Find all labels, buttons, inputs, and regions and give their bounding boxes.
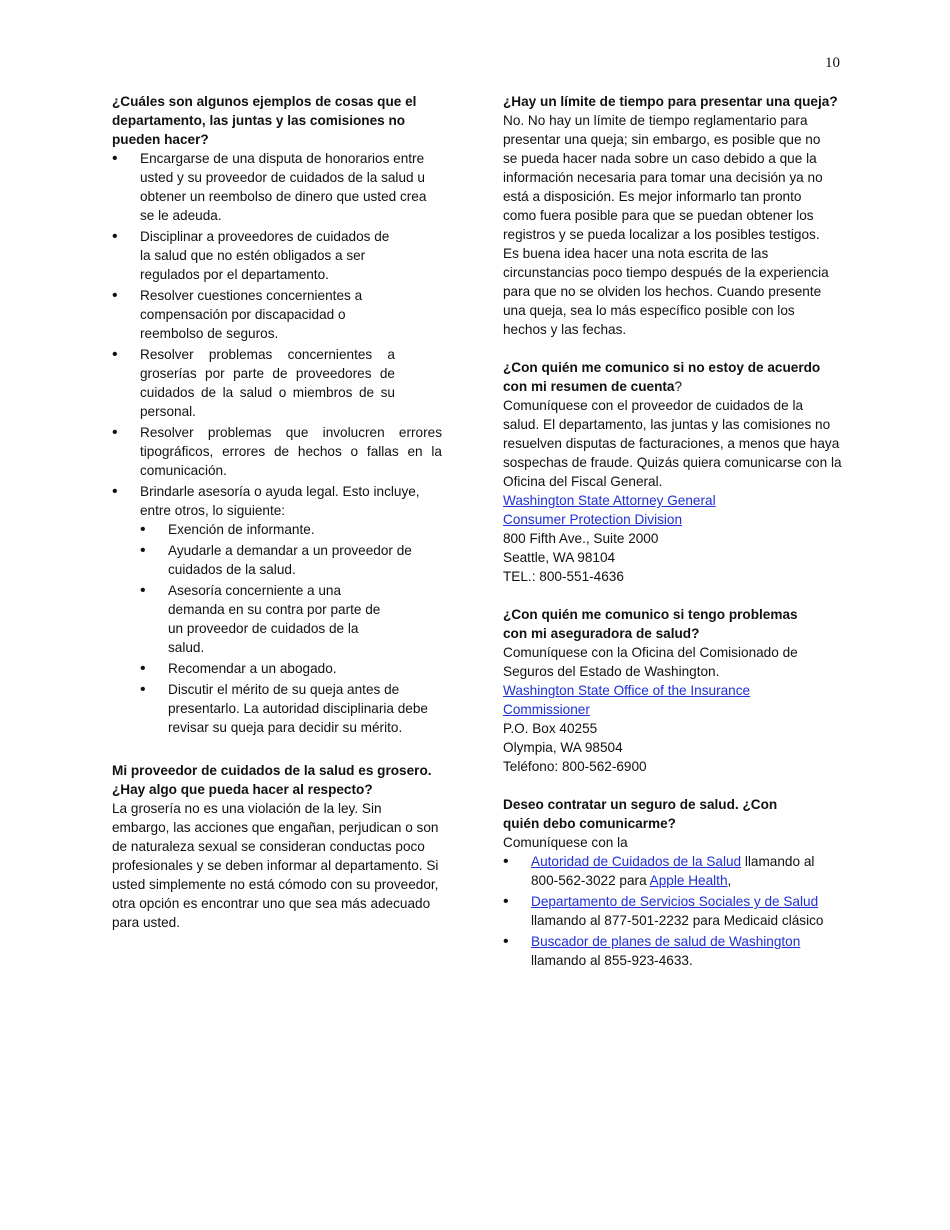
- phone-line: Teléfono: 800-562-6900: [503, 759, 647, 774]
- section-heading: Mi proveedor de cuidados de la salud es grosero. ¿Hay algo que pueda hacer al respecto?: [112, 763, 432, 797]
- list-item: • Resolver problemas concernientes a groserías por parte de proveedores de cuidados de la salud o miembros de su personal.: [112, 345, 442, 421]
- section-heading: ¿Hay un límite de tiempo para presentar una queja?: [503, 94, 838, 109]
- address-line: Olympia, WA 98504: [503, 740, 623, 755]
- section-account-summary: [503, 358, 843, 586]
- address-line: Seattle, WA 98104: [503, 550, 616, 565]
- list-item: • Brindarle asesoría o ayuda legal. Esto incluye, entre otros, lo siguiente: • Exención de informante. • Ayudarle a demandar a un proveedor de cuidados de la salud. • Asesoría concerniente a una demanda en su contra por parte de un proveedor de cuidados de la salud. • Recomendar a un abogado. • Discutir el mérito de su queja antes de presentarlo. La autoridad disciplinaria debe revisar su queja para decidir su mérito.: [112, 482, 442, 737]
- page-number: 10: [825, 55, 840, 71]
- section-body: No. No hay un límite de tiempo reglamentario para presentar una queja; sin embargo, es posible que no se pueda hacer nada sobre un caso debido a que la información necesaria para tomar una decisión ya no está a disposición. Es mejor informarlo tan pronto como fuera posible para que se puedan obtener los registros y se pueda localizar a los posibles testigos. Es buena idea hacer una nota escrita de las circunstancias poco tiempo después de la experiencia para que no se olviden los hechos. Cuando presente una queja, sea lo más específico posible con los hechos y las fechas.: [503, 113, 829, 337]
- list-item: • Disciplinar a proveedores de cuidados de la salud que no estén obligados a ser regulados por el departamento.: [112, 227, 442, 284]
- section-rude-provider: [112, 761, 442, 932]
- address-line: 800 Fifth Ave., Suite 2000: [503, 531, 659, 546]
- section-heading: ¿Con quién me comunico si tengo problemas con mi aseguradora de salud?: [503, 607, 798, 641]
- sub-list-item: • Discutir el mérito de su queja antes de presentarlo. La autoridad disciplinaria debe revisar su queja para decidir su mérito.: [140, 680, 442, 737]
- section-body: Comuníquese con la Oficina del Comisionado de Seguros del Estado de Washington.: [503, 645, 798, 679]
- list-item: • Autoridad de Cuidados de la Salud llamando al 800-562-3022 para Apple Health,: [503, 852, 843, 890]
- section-heading: ¿Cuáles son algunos ejemplos de cosas que el departamento, las juntas y las comisiones no pueden hacer?: [112, 94, 417, 147]
- left-column: [112, 92, 442, 951]
- list-item: • Resolver cuestiones concernientes a compensación por discapacidad o reembolso de seguros.: [112, 286, 442, 343]
- contact-list: [503, 852, 843, 970]
- dshs-link[interactable]: Departamento de Servicios Sociales y de Salud: [531, 894, 819, 909]
- section-body: La grosería no es una violación de la ley. Sin embargo, las acciones que engañan, perjudican o son de naturaleza sexual se consideran conductas poco profesionales y se deben informar al departamento. Si usted simplemente no está cómodo con su proveedor, otra opción es encontrar uno que sea más adecuado para usted.: [112, 801, 439, 930]
- sub-list-item: • Asesoría concerniente a una demanda en su contra por parte de un proveedor de cuidados de la salud.: [140, 581, 442, 657]
- section-intro: Comuníquese con la: [503, 835, 628, 850]
- list-item: • Resolver problemas que involucren errores tipográficos, errores de hechos o fallas en la comunicación.: [112, 423, 442, 480]
- insurance-commissioner-link[interactable]: Washington State Office of the Insurance Commissioner: [503, 683, 751, 717]
- right-column: [503, 92, 843, 989]
- list-item: • Encargarse de una disputa de honorarios entre usted y su proveedor de cuidados de la salud u obtener un reembolso de dinero que usted crea se le adeuda.: [112, 149, 442, 225]
- section-buy-insurance: [503, 795, 843, 970]
- section-heading: ¿Con quién me comunico si no estoy de acuerdo con mi resumen de cuenta?: [503, 360, 821, 394]
- legal-sub-list: [140, 520, 442, 737]
- section-cannot-do: [112, 92, 442, 737]
- consumer-protection-link[interactable]: Consumer Protection Division: [503, 512, 683, 527]
- section-time-limit: [503, 92, 843, 339]
- plan-finder-link[interactable]: Buscador de planes de salud de Washington: [531, 934, 801, 949]
- health-care-authority-link[interactable]: Autoridad de Cuidados de la Salud: [531, 854, 742, 869]
- section-heading: Deseo contratar un seguro de salud. ¿Con quién debo comunicarme?: [503, 797, 778, 831]
- list-item: • Buscador de planes de salud de Washington llamando al 855-923-4633.: [503, 932, 843, 970]
- section-body: Comuníquese con el proveedor de cuidados de la salud. El departamento, las juntas y las comisiones no resuelven disputas de facturaciones, a menos que haya sospechas de fraude. Quizás quiera comunicarse con la Oficina del Fiscal General.: [503, 398, 842, 489]
- cannot-do-list: [112, 149, 442, 737]
- attorney-general-link[interactable]: Washington State Attorney General: [503, 493, 716, 508]
- phone-line: TEL.: 800-551-4636: [503, 569, 624, 584]
- list-item: • Departamento de Servicios Sociales y de Salud llamando al 877-501-2232 para Medicaid clásico: [503, 892, 843, 930]
- sub-list-item: • Ayudarle a demandar a un proveedor de cuidados de la salud.: [140, 541, 442, 579]
- address-line: P.O. Box 40255: [503, 721, 598, 736]
- sub-list-item: • Exención de informante.: [140, 520, 442, 539]
- section-insurer: [503, 605, 843, 776]
- apple-health-link[interactable]: Apple Health: [649, 873, 728, 888]
- sub-list-item: • Recomendar a un abogado.: [140, 659, 442, 678]
